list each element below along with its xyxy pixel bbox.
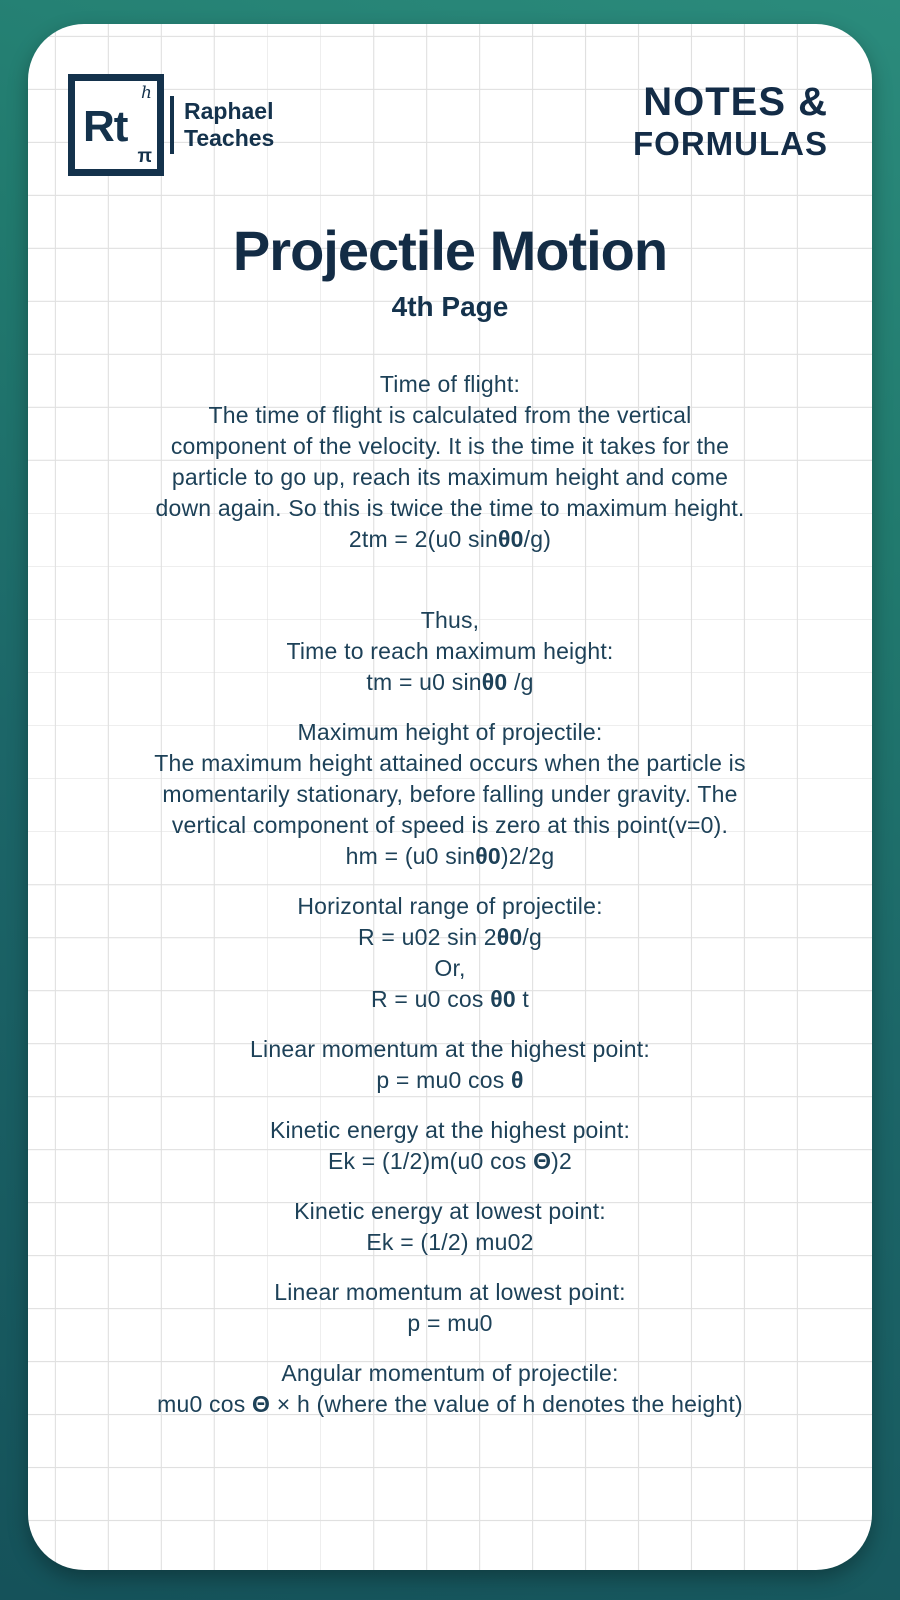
brand-logo bbox=[68, 74, 274, 176]
notes-line: mu0 cos Θ × h (where the value of h denotes the height) bbox=[157, 1391, 743, 1417]
brand-name-line2: Teaches bbox=[184, 125, 275, 151]
notes-formulas-label bbox=[633, 80, 828, 164]
notes-section bbox=[42, 1277, 858, 1339]
notes-line: Angular momentum of projectile: bbox=[281, 1360, 619, 1386]
notes-section bbox=[42, 1034, 858, 1096]
page-title: Projectile Motion bbox=[232, 219, 668, 282]
notes-line: vertical component of speed is zero at this point(v=0). bbox=[171, 812, 729, 838]
notes-line: particle to go up, reach its maximum height and come bbox=[171, 464, 729, 490]
notes-line: p = mu0 cos θ bbox=[376, 1067, 524, 1093]
notes-section bbox=[42, 1358, 858, 1420]
planck-h-symbol: h bbox=[141, 83, 152, 103]
notes-line: The maximum height attained occurs when the particle is bbox=[154, 750, 746, 776]
notes-line: Maximum height of projectile: bbox=[297, 719, 603, 745]
notes-section bbox=[42, 717, 858, 872]
notes-line: Thus, bbox=[420, 607, 480, 633]
brand-name-line1: Raphael bbox=[184, 98, 274, 124]
notes-section bbox=[42, 369, 858, 555]
notes-line: Kinetic energy at the highest point: bbox=[269, 1117, 631, 1143]
header bbox=[28, 24, 872, 176]
notes-line: down again. So this is twice the time to maximum height. bbox=[155, 495, 745, 521]
notes-line: tm = u0 sinθ0 /g bbox=[366, 669, 534, 695]
notes-label-line1: NOTES & bbox=[643, 80, 828, 124]
notes-card bbox=[28, 24, 872, 1570]
logo-box bbox=[68, 74, 164, 176]
notes-body bbox=[28, 369, 872, 1420]
notes-line: Or, bbox=[434, 955, 466, 981]
notes-section bbox=[42, 574, 858, 698]
notes-line: momentarily stationary, before falling under gravity. The bbox=[162, 781, 738, 807]
notes-section bbox=[42, 891, 858, 1015]
notes-line: Time of flight: bbox=[379, 371, 521, 397]
notes-line: The time of flight is calculated from the vertical bbox=[208, 402, 692, 428]
notes-line: 2tm = 2(u0 sinθ0/g) bbox=[348, 526, 552, 552]
notes-line: p = mu0 bbox=[407, 1310, 493, 1336]
notes-line: hm = (u0 sinθ0)2/2g bbox=[345, 843, 555, 869]
logo-monogram: Rt bbox=[83, 102, 128, 151]
notes-label-line2: FORMULAS bbox=[633, 125, 828, 162]
page-subtitle: 4th Page bbox=[391, 291, 509, 322]
notes-line: Time to reach maximum height: bbox=[286, 638, 614, 664]
brand-name bbox=[184, 98, 274, 152]
notes-line: Ek = (1/2) mu02 bbox=[366, 1229, 534, 1255]
notes-line: Linear momentum at the highest point: bbox=[250, 1036, 650, 1062]
notes-line: Ek = (1/2)m(u0 cos Θ)2 bbox=[327, 1148, 573, 1174]
notes-line: R = u02 sin 2θ0/g bbox=[358, 924, 542, 950]
notes-line: Kinetic energy at lowest point: bbox=[294, 1198, 606, 1224]
notes-line: Horizontal range of projectile: bbox=[297, 893, 603, 919]
notes-line: component of the velocity. It is the time it takes for the bbox=[170, 433, 730, 459]
pi-symbol: π bbox=[137, 146, 152, 167]
notes-line: R = u0 cos θ0 t bbox=[371, 986, 529, 1012]
logo-divider bbox=[170, 96, 174, 154]
notes-line bbox=[42, 574, 858, 605]
notes-section bbox=[42, 1196, 858, 1258]
notes-line: Linear momentum at lowest point: bbox=[274, 1279, 626, 1305]
notes-section bbox=[42, 1115, 858, 1177]
